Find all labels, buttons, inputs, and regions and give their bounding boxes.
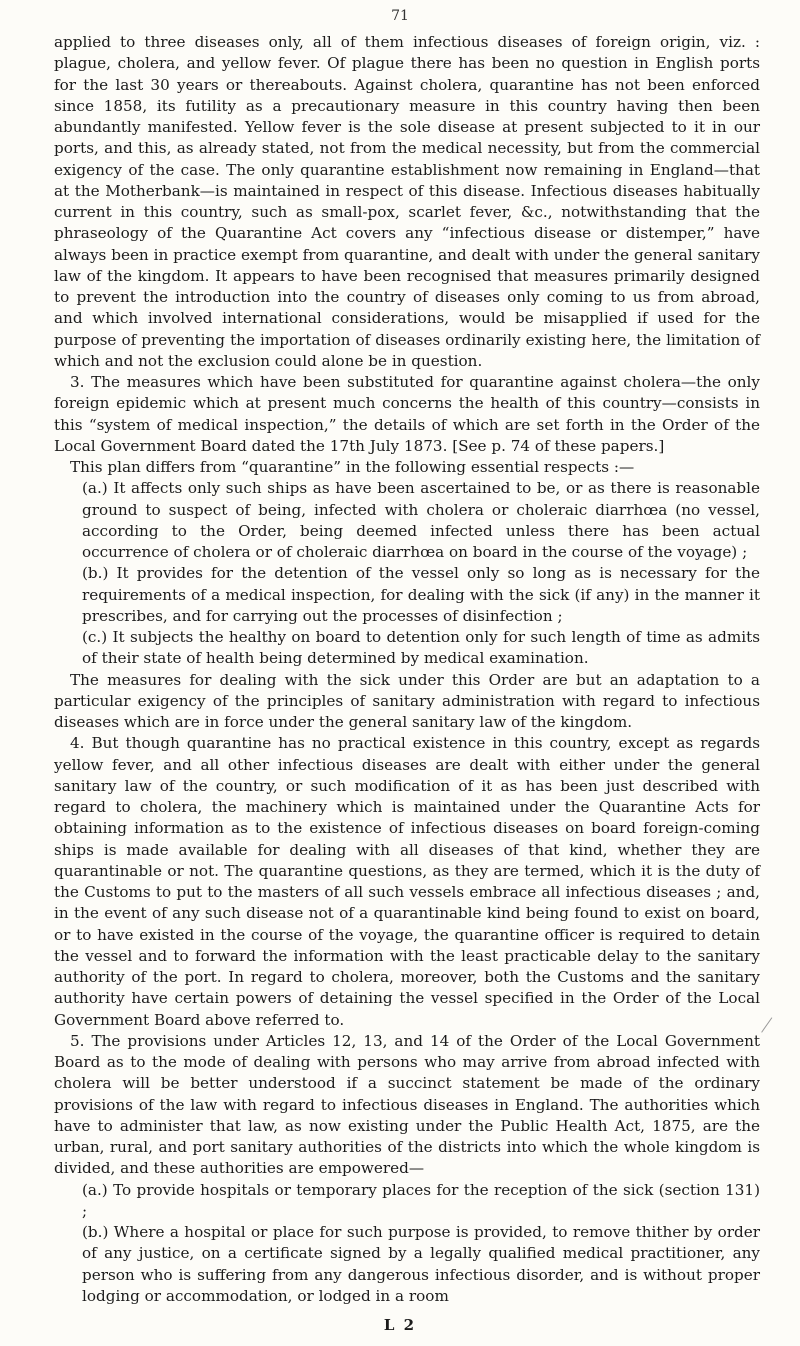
paragraph-4: 4. But though quarantine has no practical existence in this country, except as regards yellow fever, and all other infectious diseases are dealt with either under the general sanitary law of the country, or such modification of it as has been just described with regard to cholera, the machinery which is maintained under the Quarantine Acts for obtaining information as to the existence of infectious diseases on board foreign-coming ships is made available for dealing with all diseases of that kind, whether they are quarantinable or not. The quarantine questions, as they are termed, which it is the duty of the Customs to put to the masters of all such vessels embrace all infectious diseases ; and, in the event of any such disease not of a quarantinable kind being found to exist on board, or to have existed in the course of the voyage, the quarantine officer is required to detain the vessel and to forward the information with the least practicable delay to the sanitary authority of the port. In regard to cholera, moreover, both the Customs and the sanitary authority have certain powers of detaining the vessel specified in the Order of the Local Government Board above referred to. xyxy=(54,734,760,1029)
paragraph-plan-differs: This plan differs from “quarantine” in the following essential respects :— xyxy=(70,458,635,476)
list-item-5b: (b.) Where a hospital or place for such purpose is provided, to remove thither by order of any justice, on a certificate signed by a legally qualified medical practitioner, any person who is suffering from any dangerous infectious disorder, and is without proper lodging or accommodation, or lodged in a room xyxy=(82,1223,760,1305)
paragraph-continued: applied to three diseases only, all of them infectious diseases of foreign origin, viz. : plague, cholera, and yellow fever. Of plague there has been no question in English ports for the last 30 years or thereabouts. Against cholera, quarantine has not been enforced since 1858, its futility as a precautionary measure in this country having then been abundantly manifested. Yellow fever is the sole disease at present subjected to it in our ports, and this, as already stated, not from the medical necessity, but from the commercial exigency of the case. The only quarantine establishment now remaining in England—that at the Motherbank—is maintained in respect of this disease. Infectious diseases habitually current in this country, such as small-pox, scarlet fever, &c., notwithstanding that the phraseology of the Quarantine Act covers any “infectious disease or distemper,” have always been in practice exempt from quarantine, and dealt with under the general sanitary law of the kingdom. It appears to have been recognised that measures primarily designed to prevent the introduction into the country of diseases only coming to us from abroad, and which involved international considerations, would be misapplied if used for the purpose of preventing the importation of diseases ordinarily existing here, the limitation of which and not the exclusion could alone be in question. xyxy=(54,33,760,370)
list-item-b: (b.) It provides for the detention of the vessel only so long as is necessary for the requirements of a medical inspection, for dealing with the sick (if any) in the manner it prescribes, and for carrying out the processes of disinfection ; xyxy=(82,564,760,625)
paragraph-5: 5. The provisions under Articles 12, 13, and 14 of the Order of the Local Government Board as to the mode of dealing with persons who may arrive from abroad infected with cholera will be better understood if a succinct statement be made of the ordinary provisions of the law with regard to infectious diseases in England. The authorities which have to administer that law, as now existing under the Public Health Act, 1875, are the urban, rural, and port sanitary authorities of the districts into which the whole kingdom is divided, and these authorities are empowered— xyxy=(54,1031,760,1178)
list-item-a: (a.) It affects only such ships as have been ascertained to be, or as there is reasonable ground to suspect of being, infected with cholera or choleraic diarrhœa (no vessel, according to the Order, being deemed infected unless there has been actual occurrence of cholera or of choleraic diarrhœa on board in the course of the voyage) ; xyxy=(82,479,760,561)
page-number: 71 xyxy=(391,8,409,24)
paragraph-3: 3. The measures which have been substituted for quarantine against cholera—the only foreign epidemic which at present much concerns the health of this country—consists in this “system of medical inspection,” the details of which are set forth in the Order of the Local Government Board dated the 17th July 1873. [See p. 74 of these papers.] xyxy=(54,373,760,455)
list-item-5a: (a.) To provide hospitals or temporary places for the reception of the sick (section 131) ; xyxy=(82,1180,760,1220)
list-item-c: (c.) It subjects the healthy on board to detention only for such length of time as admits of their state of health being determined by medical examination. xyxy=(82,628,760,668)
paragraph-measures: The measures for dealing with the sick under this Order are but an adaptation to a particular exigency of the principles of sanitary administration with regard to infectious diseases which are in force under the general sanitary law of the kingdom. xyxy=(54,670,760,731)
signature-mark: L 2 xyxy=(383,1316,417,1334)
margin-pencil-mark xyxy=(761,1017,784,1040)
page-body xyxy=(54,32,760,1307)
